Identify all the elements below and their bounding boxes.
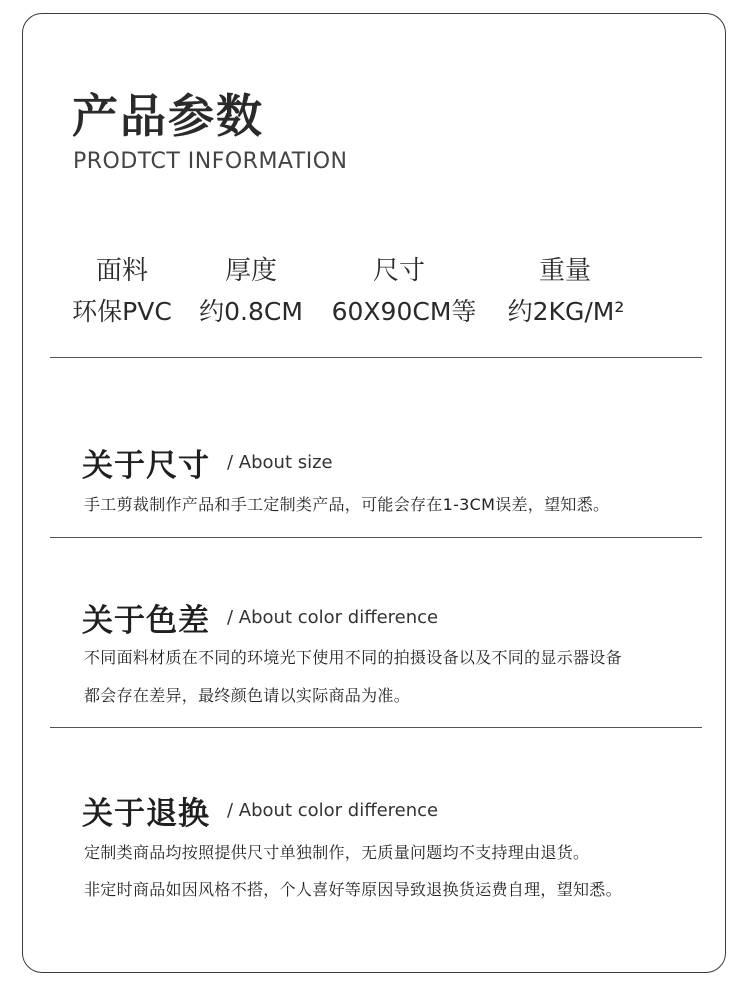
divider [50,537,702,538]
page-title: 产品参数 [72,89,264,143]
section-text-size-line1: 手工剪裁制作产品和手工定制类产品，可能会存在1-3CM误差，望知悉。 [84,495,610,514]
param-label-weight: 重量 [538,256,592,286]
divider [50,357,702,358]
section-subtitle-returns: / About color difference [227,800,439,821]
page-subtitle: PRODTCT INFORMATION [73,149,348,174]
section-title-returns: 关于退换 [82,796,210,832]
section-text-returns-line2: 非定时商品如因风格不搭，个人喜好等原因导致退换货运费自理，望知悉。 [84,880,622,899]
divider [50,727,702,728]
section-text-returns-line1: 定制类商品均按照提供尺寸单独制作，无质量问题均不支持理由退货。 [84,843,590,862]
section-title-color: 关于色差 [82,603,210,639]
section-text-color-line1: 不同面料材质在不同的环境光下使用不同的拍摄设备以及不同的显示器设备 [84,648,622,667]
section-subtitle-color: / About color difference [227,607,439,628]
param-value-weight: 约2KG/M² [507,297,625,326]
section-text-color-line2: 都会存在差异，最终颜色请以实际商品为准。 [84,686,411,705]
param-value-size: 60X90CM等 [331,297,477,326]
param-label-size: 尺寸 [372,256,426,286]
section-subtitle-size: / About size [227,452,333,473]
param-label-material: 面料 [95,256,149,286]
param-value-material: 环保PVC [72,297,172,326]
section-title-size: 关于尺寸 [82,448,210,484]
param-value-thickness: 约0.8CM [199,297,303,326]
param-label-thickness: 厚度 [224,256,278,286]
